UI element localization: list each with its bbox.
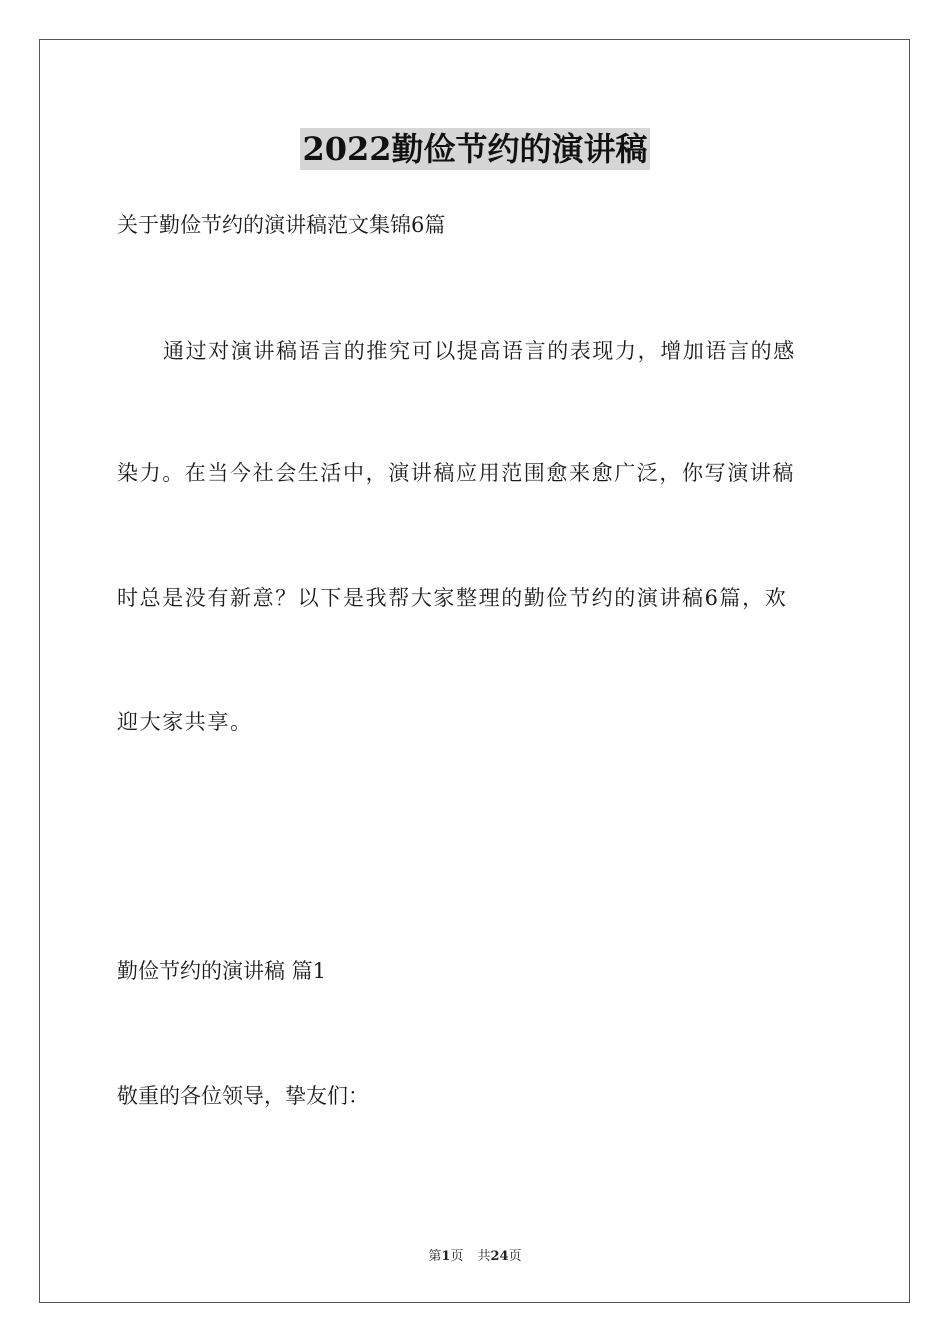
- total-pages: 24: [490, 1249, 509, 1264]
- page-prefix: 第: [428, 1249, 442, 1264]
- intro-paragraph-line-4: 迎大家共享。: [117, 710, 253, 734]
- section-heading: 勤俭节约的演讲稿 篇1: [117, 959, 327, 983]
- title-container: [0, 128, 950, 170]
- page-footer: [0, 1248, 950, 1266]
- intro-paragraph-line-1: 通过对演讲稿语言的推究可以提高语言的表现力，增加语言的感: [163, 339, 796, 363]
- page-suffix: 页: [450, 1249, 464, 1264]
- salutation: 敬重的各位领导，挚友们：: [117, 1084, 369, 1108]
- document-title: 2022勤俭节约的演讲稿: [302, 130, 648, 168]
- page-number: 1: [441, 1249, 451, 1264]
- total-prefix: 共: [477, 1249, 491, 1264]
- intro-paragraph-line-2: 染力。在当今社会生活中，演讲稿应用范围愈来愈广泛，你写演讲稿: [117, 461, 795, 485]
- document-subtitle: 关于勤俭节约的演讲稿范文集锦6篇: [117, 213, 446, 237]
- intro-paragraph-line-3: 时总是没有新意？以下是我帮大家整理的勤俭节约的演讲稿6篇，欢: [117, 586, 788, 610]
- total-suffix: 页: [508, 1249, 522, 1264]
